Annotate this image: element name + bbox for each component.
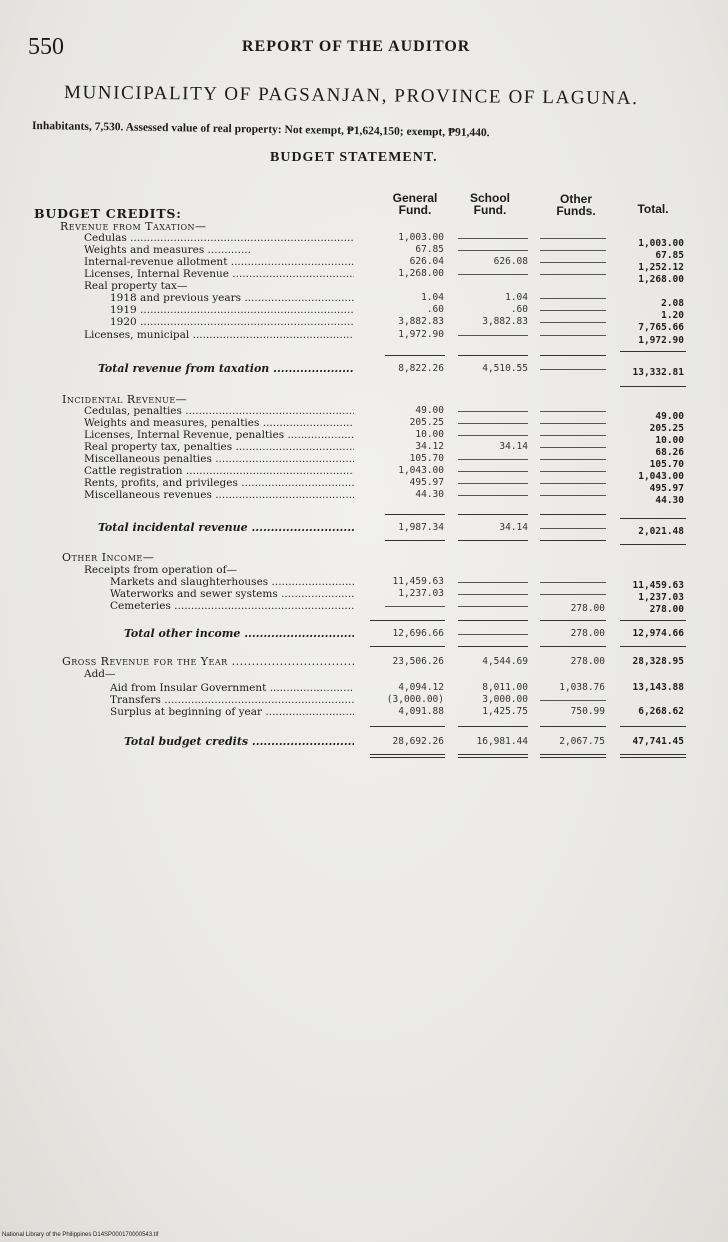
table-row: Markets and slaughterhouses ..... 11,459.63 11,459.63 xyxy=(0,576,728,588)
table-row: Cattle registration ..... 1,043.00 1,043.00 xyxy=(0,465,728,477)
table-row: Rents, profits, and privileges ..... 495.97 495.97 xyxy=(0,477,728,489)
table-row: 1920 ..... 3,882.83 3,882.83 7,765.66 xyxy=(0,316,728,328)
running-head: REPORT OF THE AUDITOR xyxy=(242,38,471,55)
section-heading-incidental: Incidental Revenue— xyxy=(62,393,188,406)
subheading-real-property-tax: Real property tax— xyxy=(84,280,188,292)
table-row: 1919 ..... .60 .60 1.20 xyxy=(0,304,728,316)
table-row: Cedulas, penalties ..... 49.00 49.00 xyxy=(0,405,728,417)
column-header-general: General Fund. xyxy=(392,191,438,217)
subheading-receipts: Receipts from operation of— xyxy=(84,564,238,576)
statement-title: BUDGET STATEMENT. xyxy=(270,150,438,165)
inhabitants-line: Inhabitants, 7,530. Assessed value of real property: Not exempt, ₱1,624,150; exempt, ₱91,440. xyxy=(31,120,490,140)
table-row: Cemeteries ..... 278.00 278.00 xyxy=(0,600,728,612)
column-header-other: Other Funds. xyxy=(556,192,596,218)
table-row: Licenses, Internal Revenue, penalties ..... 10.00 10.00 xyxy=(0,429,728,441)
table-row: Transfers ..... (3,000.00) 3,000.00 xyxy=(0,694,728,706)
municipality-title: MUNICIPALITY OF PAGSANJAN, PROVINCE OF LAGUNA. xyxy=(63,82,639,110)
total-row-taxation: Total revenue from taxation ..... 8,822.26 4,510.55 13,332.81 xyxy=(0,363,728,375)
table-row: Licenses, municipal ..... 1,972.90 1,972.90 xyxy=(0,329,728,341)
table-row: Miscellaneous penalties ..... 105.70 105.70 xyxy=(0,453,728,465)
table-row: Waterworks and sewer systems ..... 1,237.03 1,237.03 xyxy=(0,588,728,600)
table-row: Weights and measures ..... 67.85 67.85 xyxy=(0,244,728,256)
gross-revenue-row: Gross Revenue for the Year ..... 23,506.26 4,544.69 278.00 28,328.95 xyxy=(0,656,728,668)
table-row: Cedulas ..... 1,003.00 1,003.00 xyxy=(0,232,728,244)
table-row: Weights and measures, penalties ..... 205.25 205.25 xyxy=(0,417,728,429)
table-row: Real property tax, penalties ..... 34.12 34.14 68.26 xyxy=(0,441,728,453)
total-row-other-income: Total other income ..... 12,696.66 278.00 12,974.66 xyxy=(0,628,728,640)
total-row-incidental: Total incidental revenue ..... 1,987.34 34.14 2,021.48 xyxy=(0,522,728,534)
table-row: Miscellaneous revenues ..... 44.30 44.30 xyxy=(0,489,728,501)
grand-total-row: Total budget credits ..... 28,692.26 16,981.44 2,067.75 47,741.45 xyxy=(0,736,728,748)
table-row: Internal-revenue allotment ..... 626.04 626.08 1,252.12 xyxy=(0,256,728,268)
table-row: Licenses, Internal Revenue ..... 1,268.00 1,268.00 xyxy=(0,268,728,280)
table-row: 1918 and previous years ..... 1.04 1.04 2.08 xyxy=(0,292,728,304)
add-heading: Add— xyxy=(84,668,116,680)
table-row: Aid from Insular Government ..... 4,094.12 8,011.00 1,038.76 13,143.88 xyxy=(0,682,728,694)
table-row: Surplus at beginning of year ..... 4,091.88 1,425.75 750.99 6,268.62 xyxy=(0,706,728,718)
section-heading-taxation: Revenue from Taxation— xyxy=(60,220,207,233)
page-number: 550 xyxy=(28,34,64,60)
section-heading-other-income: Other Income— xyxy=(62,551,155,564)
budget-credits-label: BUDGET CREDITS: xyxy=(34,206,182,221)
scan-footer-caption: National Library of the Philippines D14SP000170000543.tif xyxy=(2,1232,159,1238)
column-header-total: Total. xyxy=(637,202,669,216)
column-header-school: School Fund. xyxy=(469,191,510,217)
